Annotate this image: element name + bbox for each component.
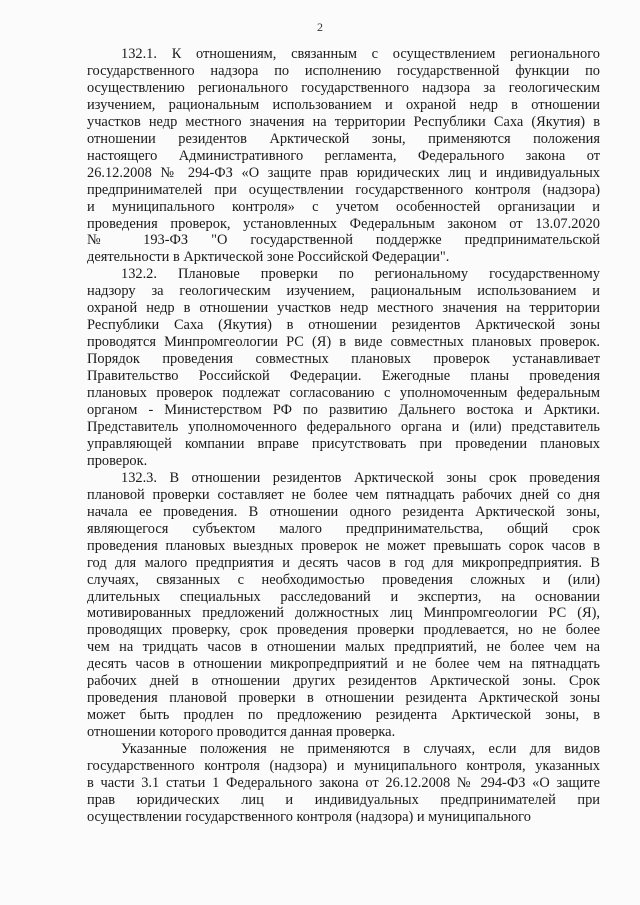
text-line: 26.12.2008 № 294-ФЗ «О защите прав юридических лиц и индивидуальных <box>87 164 600 181</box>
text-line: проводящих проверку, срок проведения проверки продлевается, но не более <box>87 622 600 639</box>
text-line: являющегося субъектом малого предпринимательства, общий срок <box>87 520 600 537</box>
text-line: и муниципального контроля» с учетом особенностей организации и <box>87 198 600 215</box>
text-line: отношении резидентов Арктической зоны, применяются положения <box>87 130 600 147</box>
text-line: длительных специальных расследований и экспертиз, на основании <box>87 588 600 605</box>
text-line: настоящего Административного регламента, Федерального закона от <box>87 147 600 164</box>
text-line: управляющей компании вправе присутствовать при проведении плановых <box>87 435 600 452</box>
text-line: Представитель уполномоченного федерального органа и (или) представитель <box>87 418 600 435</box>
text-line: проведения плановых выездных проверок не может превышать сорок часов в <box>87 537 600 554</box>
paragraph-p-132-1 <box>87 46 600 266</box>
text-line: 132.1. К отношениям, связанным с осуществлением регионального <box>121 46 600 62</box>
text-line: Порядок проведения совместных плановых проверок устанавливает <box>87 351 600 368</box>
text-line: десять часов в отношении микропредприятий и не более чем на пятнадцать <box>87 656 600 673</box>
text-line: деятельности в Арктической зоне Российской Федерации". <box>87 249 450 266</box>
text-line: проверок. <box>87 452 148 469</box>
text-line: плановых проверок подлежат согласованию с уполномоченным федеральным <box>87 385 600 402</box>
page-number: 2 <box>317 20 323 34</box>
text-line: предпринимателей при осуществлении государственного контроля (надзора) <box>87 181 600 198</box>
text-line: участков недр местного значения на территории Республики Саха (Якутия) в <box>87 113 600 130</box>
text-line: органом - Министерством РФ по развитию Дальнего востока и Арктики. <box>87 402 600 419</box>
text-line: государственного контроля (надзора) и муниципального контроля, указанных <box>87 758 600 775</box>
text-line: проведения плановой проверки в отношении резидента Арктической зоны <box>87 690 600 707</box>
text-line: отношении которого проводится данная проверка. <box>87 724 396 741</box>
text-line: охраной недр в отношении участков недр местного значения на территории <box>87 300 600 317</box>
text-line: 132.3. В отношении резидентов Арктической зоны срок проведения <box>121 469 600 486</box>
document-body <box>87 46 600 826</box>
text-line: прав юридических лиц и индивидуальных предпринимателей при <box>87 791 600 808</box>
text-line: мотивированных предложений должностных лиц Минпромгеологии РС (Я), <box>87 605 600 622</box>
text-line: проведения проверок, установленных Федеральным законом от 13.07.2020 <box>87 215 600 232</box>
text-line: Правительство Российской Федерации. Ежегодные планы проведения <box>87 368 600 385</box>
text-line: начала ее проведения. В отношении одного резидента Арктической зоны, <box>87 503 600 520</box>
text-line: осуществлении государственного контроля (надзора) и муниципального <box>87 808 531 825</box>
text-line: год для малого предприятия и десять часов в год для микропредприятия. В <box>87 554 600 571</box>
text-line: Указанные положения не применяются в случаях, если для видов <box>121 741 600 758</box>
text-line: 132.2. Плановые проверки по региональному государственному <box>121 266 600 283</box>
paragraph-p-132-3 <box>87 470 600 741</box>
text-line: надзору за геологическим изучением, рациональным использованием и <box>87 283 600 300</box>
text-line: случаях, связанных с необходимостью проведения сложных и (или) <box>87 571 600 588</box>
text-line: проводятся Минпромгеологии РС (Я) в виде совместных плановых проверок. <box>87 334 600 351</box>
text-line: плановой проверки составляет не более чем пятнадцать рабочих дней со дня <box>87 486 600 503</box>
text-line: осуществлению регионального государственного надзора за геологическим <box>87 79 600 96</box>
text-line: чем на тридцать часов в отношении малых предприятий, не более чем на <box>87 639 600 656</box>
text-line: Республики Саха (Якутия) в отношении резидентов Арктической зоны <box>87 317 600 334</box>
text-line: государственного надзора по исполнению государственной функции по <box>87 62 600 79</box>
text-line: изучением, рациональным использованием и охраной недр в отношении <box>87 96 600 113</box>
paragraph-p-exceptions <box>87 741 600 826</box>
paragraph-p-132-2 <box>87 266 600 469</box>
text-line: в части 3.1 статьи 1 Федерального закона от 26.12.2008 № 294-ФЗ «О защите <box>87 774 600 791</box>
text-line: № 193-ФЗ "О государственной поддержке предпринимательской <box>87 232 600 249</box>
text-line: рабочих дней в отношении других резидентов Арктической зоны. Срок <box>87 673 600 690</box>
text-line: может быть продлен по предложению резидента Арктической зоны, в <box>87 707 600 724</box>
